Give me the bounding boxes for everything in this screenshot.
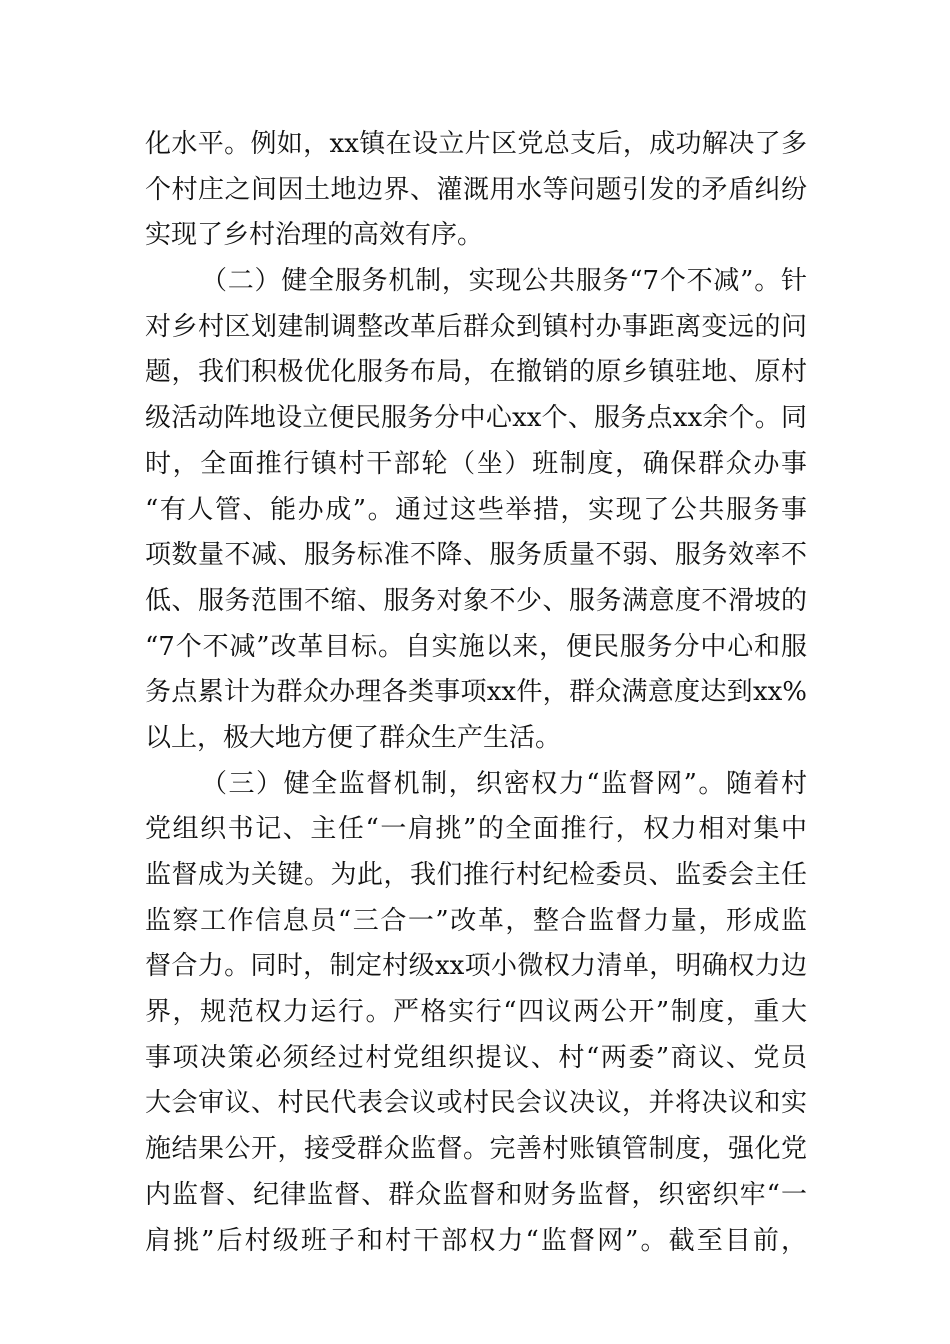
section-heading-line: （三）健全监督机制，织密权力“监督网”。随着村 (201, 768, 807, 799)
text-line: 以上，极大地方便了群众生产生活。 (145, 722, 562, 753)
document-body (145, 122, 807, 1264)
text-line: 事项决策必须经过村党组织提议、村“两委”商议、党员 (145, 1042, 807, 1073)
text-line: 内监督、纪律监督、群众监督和财务监督，织密织牢“一 (145, 1179, 807, 1210)
text-line: 党组织书记、主任“一肩挑”的全面推行，权力相对集中 (145, 814, 807, 845)
text-line: 肩挑”后村级班子和村干部权力“监督网”。截至目前， (145, 1225, 807, 1256)
text-line: 级活动阵地设立便民服务分中心xx个、服务点xx余个。同 (145, 403, 807, 434)
text-line: 施结果公开，接受群众监督。完善村账镇管制度，强化党 (145, 1134, 807, 1165)
text-line: 界，规范权力运行。严格实行“四议两公开”制度，重大 (145, 997, 807, 1028)
text-line: 监督成为关键。为此，我们推行村纪检委员、监委会主任 (145, 860, 807, 890)
text-line: 大会审议、村民代表会议或村民会议决议，并将决议和实 (145, 1088, 807, 1119)
text-line: 监察工作信息员“三合一”改革，整合监督力量，形成监 (145, 905, 807, 936)
section-heading-line: （二）健全服务机制，实现公共服务“7个不减”。针 (201, 266, 807, 297)
text-line: 项数量不减、服务标准不降、服务质量不弱、服务效率不 (145, 540, 807, 571)
text-line: “有人管、能办成”。通过这些举措，实现了公共服务事 (145, 494, 807, 525)
text-line: 题，我们积极优化服务布局，在撤销的原乡镇驻地、原村 (145, 357, 807, 388)
text-line: 低、服务范围不缩、服务对象不少、服务满意度不滑坡的 (145, 585, 807, 616)
text-line: 督合力。同时，制定村级xx项小微权力清单，明确权力边 (145, 951, 807, 982)
text-line: 化水平。例如，xx镇在设立片区党总支后，成功解决了多 (145, 129, 807, 159)
text-line: 时，全面推行镇村干部轮（坐）班制度，确保群众办事 (145, 448, 807, 479)
text-line: “7个不减”改革目标。自实施以来，便民服务分中心和服 (145, 631, 807, 662)
text-line: 对乡村区划建制调整改革后群众到镇村办事距离变远的问 (145, 311, 807, 342)
text-line: 务点累计为群众办理各类事项xx件，群众满意度达到xx% (145, 677, 807, 708)
text-line: 实现了乡村治理的高效有序。 (145, 220, 484, 251)
text-line: 个村庄之间因土地边界、灌溉用水等问题引发的矛盾纠纷 (145, 174, 807, 205)
